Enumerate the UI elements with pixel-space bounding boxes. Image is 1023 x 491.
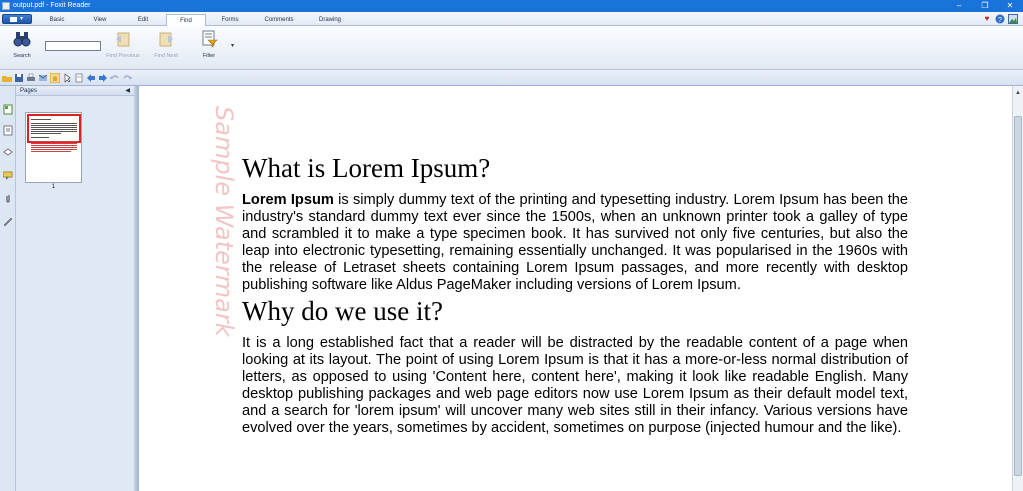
app-menu-button[interactable]: [2, 14, 32, 24]
tab-forms[interactable]: Forms: [221, 17, 239, 23]
attachments-icon[interactable]: [3, 193, 13, 204]
signatures-icon[interactable]: [3, 216, 13, 227]
watermark-text: Sample Watermark: [210, 106, 238, 337]
paragraph-1-text: is simply dummy text of the printing and typesetting industry. Lorem Ipsum has been the industry's standard dummy text ever since the 1500s, when an unknown printer took a galley of type and scrambled it to make a type specimen book. It has survived not only five centuries, but also the leap into electronic typesetting, remaining essentially unchanged. It was popularised in the 1960s with the release of Letraset sheets containing Lorem Ipsum passages, and more recently with desktop publishing software like Aldus PageMaker including versions of Lorem Ipsum.: [242, 192, 908, 294]
save-icon[interactable]: [14, 73, 24, 83]
title-bar: [0, 0, 1023, 12]
close-icon[interactable]: ✕: [1006, 1, 1014, 10]
tab-view[interactable]: View: [93, 17, 107, 23]
minimize-icon[interactable]: –: [956, 1, 962, 10]
print-icon[interactable]: [26, 73, 36, 83]
filter-dropdown-icon[interactable]: ▾: [231, 43, 235, 49]
quick-access-toolbar: [0, 70, 1023, 86]
chevron-down-icon: ▾: [20, 16, 24, 22]
svg-text:?: ?: [998, 17, 1002, 24]
search-button[interactable]: [10, 30, 34, 59]
pages-panel-header: [16, 86, 134, 96]
filter-label: Filter: [202, 53, 216, 59]
tab-drawing[interactable]: Drawing: [318, 17, 341, 23]
scrollbar-thumb[interactable]: [1014, 116, 1022, 476]
redo-icon[interactable]: [122, 73, 132, 83]
picture-icon[interactable]: [1008, 14, 1018, 24]
find-previous-button[interactable]: [104, 30, 142, 59]
heading-what-is-lorem-ipsum: What is Lorem Ipsum?: [242, 153, 491, 183]
tab-edit[interactable]: Edit: [137, 17, 149, 23]
bookmarks-icon[interactable]: [3, 125, 13, 136]
find-next-label: Find Next: [154, 53, 178, 59]
document-icon: [10, 17, 17, 22]
find-next-icon: [157, 30, 175, 48]
window-title: output.pdf - Foxit Reader: [13, 2, 91, 9]
pages-icon[interactable]: [3, 104, 13, 115]
help-icon[interactable]: [995, 14, 1005, 24]
filter-icon: [200, 30, 218, 48]
undo-icon[interactable]: [110, 73, 120, 83]
page-thumbnail-number: 1: [51, 184, 56, 190]
ribbon-find-panel: [0, 26, 1023, 70]
paragraph-1-bold: Lorem Ipsum: [242, 192, 334, 208]
find-next-button[interactable]: [150, 30, 182, 59]
tab-find[interactable]: Find: [166, 14, 206, 27]
collapse-left-icon[interactable]: ◀: [125, 88, 130, 94]
hand-tool-icon[interactable]: [50, 73, 60, 83]
tab-comments[interactable]: Comments: [264, 17, 294, 23]
find-previous-label: Find Previous: [106, 53, 140, 59]
layers-icon[interactable]: [3, 147, 13, 158]
vertical-scrollbar[interactable]: [1012, 86, 1023, 491]
pages-panel-title: Pages: [20, 88, 38, 94]
tab-basic[interactable]: Basic: [49, 17, 65, 23]
ribbon-tabs: [0, 12, 1023, 26]
page-thumbnail[interactable]: [25, 112, 82, 183]
heading-why-do-we-use-it: Why do we use it?: [242, 296, 443, 326]
comments-icon[interactable]: [3, 170, 13, 181]
restore-icon[interactable]: ❐: [981, 1, 989, 10]
email-icon[interactable]: [38, 73, 48, 83]
scroll-up-icon[interactable]: ▲: [1015, 90, 1021, 96]
select-tool-icon[interactable]: [62, 73, 72, 83]
next-view-icon[interactable]: [98, 73, 108, 83]
previous-view-icon[interactable]: [86, 73, 96, 83]
paragraph-1: [242, 192, 908, 295]
binoculars-icon: [13, 30, 31, 48]
paragraph-2: It is a long established fact that a reader will be distracted by the readable content of a page when looking at its layout. The point of using Lorem Ipsum is that it has a more-or-less normal distribution of letters, as opposed to using 'Content here, content here', making it look like readable English. Many desktop publishing packages and web page editors now use Lorem Ipsum as their default model text, and a search for 'lorem ipsum' will uncover many web sites still in their infancy. Various versions have evolved over the years, sometimes by accident, sometimes on purpose (injected humour and the like).: [242, 335, 908, 437]
search-input[interactable]: [45, 41, 101, 51]
filter-button[interactable]: [197, 30, 221, 59]
navigation-strip: [0, 86, 16, 491]
app-icon[interactable]: [2, 2, 10, 10]
open-icon[interactable]: [2, 73, 12, 83]
watermark: [209, 106, 241, 352]
find-previous-icon: [114, 30, 132, 48]
heart-icon[interactable]: ♥: [984, 14, 990, 23]
snapshot-icon[interactable]: [74, 73, 84, 83]
pages-panel: [16, 86, 134, 491]
search-button-label: Search: [13, 53, 31, 59]
